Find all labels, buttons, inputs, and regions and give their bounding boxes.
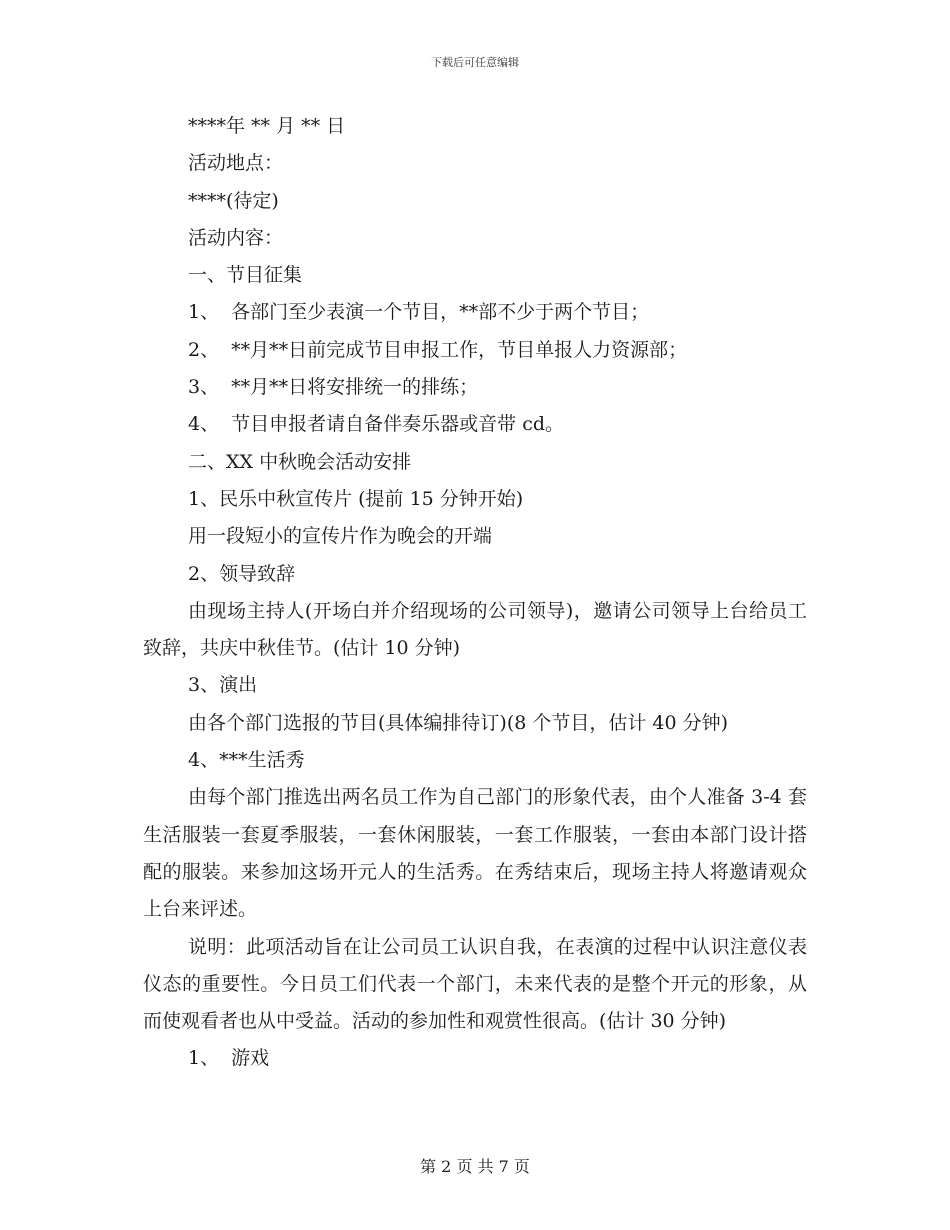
schedule-item-title: 2、领导致辞: [188, 562, 296, 585]
location-label: 活动地点：: [188, 152, 284, 175]
schedule-item-desc: 由各个部门选报的节目(具体编排待订)(8 个节目，估计 40 分钟): [188, 711, 729, 734]
page-number: 第 2 页 共 7 页: [420, 1157, 530, 1176]
schedule-item-title: 1、民乐中秋宣传片 (提前 15 分钟开始): [188, 487, 524, 510]
list-item: 4、 节目申报者请自备伴奏乐器或音带 cd。: [188, 413, 565, 436]
list-item: 2、 **月**日前完成节目申报工作，节目单报人力资源部；: [188, 338, 688, 361]
schedule-item-desc: 用一段短小的宣传片作为晚会的开端: [188, 525, 493, 548]
section-heading-event-schedule: 二、XX 中秋晚会活动安排: [188, 450, 412, 473]
location-value: ****(待定): [188, 189, 279, 212]
schedule-item-desc: 由现场主持人(开场白并介绍现场的公司领导)，邀请公司领导上台给员工致辞，共庆中秋佳节。(估计 10 分钟): [143, 599, 807, 660]
section-heading-program-collection: 一、节目征集: [188, 264, 303, 287]
schedule-item-desc: 由每个部门推选出两名员工作为自己部门的形象代表，由个人准备 3-4 套生活服装一套夏季服装，一套休闲服装，一套工作服装，一套由本部门设计搭配的服装。来参加这场开元人的生活秀。在秀结束后，现场主持人将邀请观众上台来评述。: [143, 786, 807, 921]
schedule-item-title: 3、演出: [188, 674, 258, 697]
schedule-item-note: 说明：此项活动旨在让公司员工认识自我，在表演的过程中认识注意仪表仪态的重要性。今日员工们代表一个部门，未来代表的是整个开元的形象，从而使观看者也从中受益。活动的参加性和观赏性很高。(估计 30 分钟): [143, 935, 807, 1033]
list-item: 1、 各部门至少表演一个节目，**部不少于两个节目；: [188, 301, 650, 324]
schedule-item-title: 4、***生活秀: [188, 749, 305, 772]
schedule-item-title: 1、 游戏: [188, 1047, 270, 1070]
date-line: ****年 ** 月 ** 日: [188, 115, 346, 137]
document-body: [143, 108, 807, 1078]
content-label: 活动内容：: [188, 226, 284, 249]
page-header: 下载后可任意编辑: [431, 56, 519, 69]
list-item: 3、 **月**日将安排统一的排练；: [188, 376, 479, 399]
